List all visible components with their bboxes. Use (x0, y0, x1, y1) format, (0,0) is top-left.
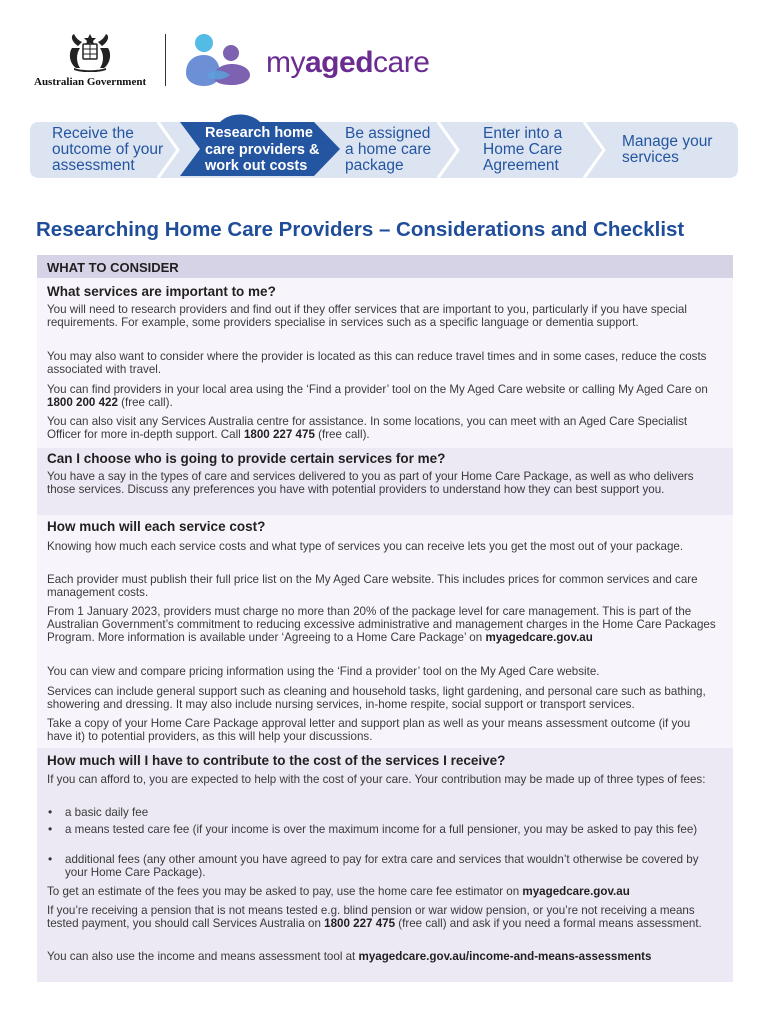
list-item: a basic daily fee (65, 806, 149, 819)
coat-of-arms-icon (64, 32, 116, 72)
page-header (0, 0, 768, 112)
step-1-line-1: Receive the (52, 125, 134, 142)
bullet-icon: • (48, 852, 53, 866)
paragraph (47, 383, 717, 409)
paragraph (47, 950, 717, 963)
website-link[interactable]: myagedcare.gov.au (485, 631, 593, 645)
my-aged-care-wordmark (266, 46, 429, 80)
text: (free call). (314, 428, 370, 442)
step-1-line-2: outcome of your (52, 141, 164, 158)
phone-number: 1800 227 475 (324, 917, 396, 931)
logo-divider (165, 34, 166, 86)
paragraph: If you can afford to, you are expected to help with the cost of your care. Your contribution may be made up of three types of fees: (47, 773, 706, 786)
panel-heading (37, 255, 733, 278)
step-5-line-2: services (622, 149, 679, 166)
text: (free call) and ask if you need a formal means assessment. (395, 917, 702, 931)
step-research-providers (205, 122, 335, 178)
my-aged-care-symbol-icon (184, 33, 252, 87)
step-be-assigned (345, 122, 455, 178)
paragraph: You may also want to consider where the provider is located as this can reduce travel times and in some cases, reduce the costs associated with travel. (47, 350, 707, 377)
step-2-line-3: work out costs (205, 158, 308, 175)
section-heading-choose-provider: Can I choose who is going to provide certain services for me? (47, 451, 446, 466)
website-link[interactable]: myagedcare.gov.au (522, 885, 630, 898)
paragraph: Take a copy of your Home Care Package approval letter and support plan as well as your means assessment outcome (if you have it) to potential providers, as this will help your discussions. (47, 717, 691, 744)
text: You can find providers in your local area using the ‘Find a provider’ tool on the My Aged Care website or calling My Aged Care on (47, 383, 708, 396)
list-item: a means tested care fee (if your income is over the maximum income for a full pensioner, you may be asked to pay this fee) (65, 823, 698, 836)
paragraph (47, 415, 717, 441)
step-2-line-2: care providers & (205, 141, 320, 158)
brand-aged: aged (305, 46, 374, 79)
website-link[interactable]: myagedcare.gov.au/income-and-means-assessments (358, 950, 652, 963)
step-4-line-1: Enter into a (483, 125, 563, 142)
step-3-line-3: package (345, 157, 404, 174)
step-manage-services (622, 122, 732, 178)
paragraph: You have a say in the types of care and services delivered to you as part of your Home Care Package, as well as who delivers those services. Discuss any preferences you have with potential providers to understand how they can best support you. (47, 470, 694, 497)
paragraph: You will need to research providers and find out if they offer services that are important to you, particularly if you have special requirements. For example, some providers specialise in services such as a specific language or dementia support. (47, 303, 687, 330)
text: (free call). (117, 396, 173, 410)
brand-my: my (266, 46, 305, 79)
paragraph (47, 605, 717, 645)
bullet-icon: • (48, 805, 53, 819)
paragraph: Services can include general support such as cleaning and household tasks, light gardening, and personal care such as bathing, showering and dressing. It may also include nursing services, in-home respite, social support or transport services. (47, 685, 706, 712)
text: If you’re receiving a pension that is not means tested e.g. blind pension or war widow pension, or you’re not receiving a means tested payment, you should call Services Australia on (47, 904, 695, 931)
step-5-line-1: Manage your (622, 133, 713, 150)
section-heading-services: What services are important to me? (47, 284, 276, 299)
phone-number: 1800 227 475 (243, 428, 315, 442)
section-heading-contribution: How much will I have to contribute to the cost of the services I receive? (47, 753, 506, 768)
section-heading-service-cost: How much will each service cost? (47, 519, 266, 534)
process-steps-bar (30, 122, 738, 178)
government-name: Australian Government (34, 76, 147, 88)
paragraph (47, 885, 717, 898)
step-3-line-2: a home care (345, 141, 432, 158)
paragraph: You can view and compare pricing information using the ‘Find a provider’ tool on the My Aged Care website. (47, 665, 600, 678)
step-4-line-2: Home Care (483, 141, 563, 158)
page-title: Researching Home Care Providers – Considerations and Checklist (36, 218, 685, 241)
paragraph: Each provider must publish their full price list on the My Aged Care website. This includes prices for common services and care management costs. (47, 573, 698, 600)
step-1-line-3: assessment (52, 157, 135, 174)
step-3-line-1: Be assigned (345, 125, 431, 142)
paragraph: Knowing how much each service costs and what type of services you can receive lets you get the most out of your package. (47, 540, 684, 553)
step-receive-outcome (52, 122, 182, 178)
step-enter-agreement (483, 122, 593, 178)
bullet-icon: • (48, 822, 53, 836)
step-2-line-1: Research home (205, 125, 313, 142)
text: You can also use the income and means assessment tool at (47, 950, 359, 963)
phone-number: 1800 200 422 (47, 396, 118, 410)
paragraph (47, 904, 717, 930)
list-item: additional fees (any other amount you have agreed to pay for extra care and services that wouldn’t otherwise be covered by your Home Care Package). (65, 853, 699, 880)
text: You can also visit any Services Australia centre for assistance. In some locations, you can meet with an Aged Care Specialist Officer for more in-depth support. Call (47, 415, 688, 442)
brand-care: care (373, 46, 430, 79)
text: To get an estimate of the fees you may be asked to pay, use the home care fee estimator on (47, 885, 523, 898)
step-4-line-3: Agreement (483, 157, 559, 174)
panel-heading-text: WHAT TO CONSIDER (47, 260, 179, 275)
text: From 1 January 2023, providers must charge no more than 20% of the package level for care management. This is part of the Australian Government’s commitment to reducing excessive administrative and management charges in the Home Care Packages Program. More information is available under ‘Agreeing to a Home Care Package’ on (47, 605, 716, 645)
australian-government-logo (34, 32, 148, 90)
